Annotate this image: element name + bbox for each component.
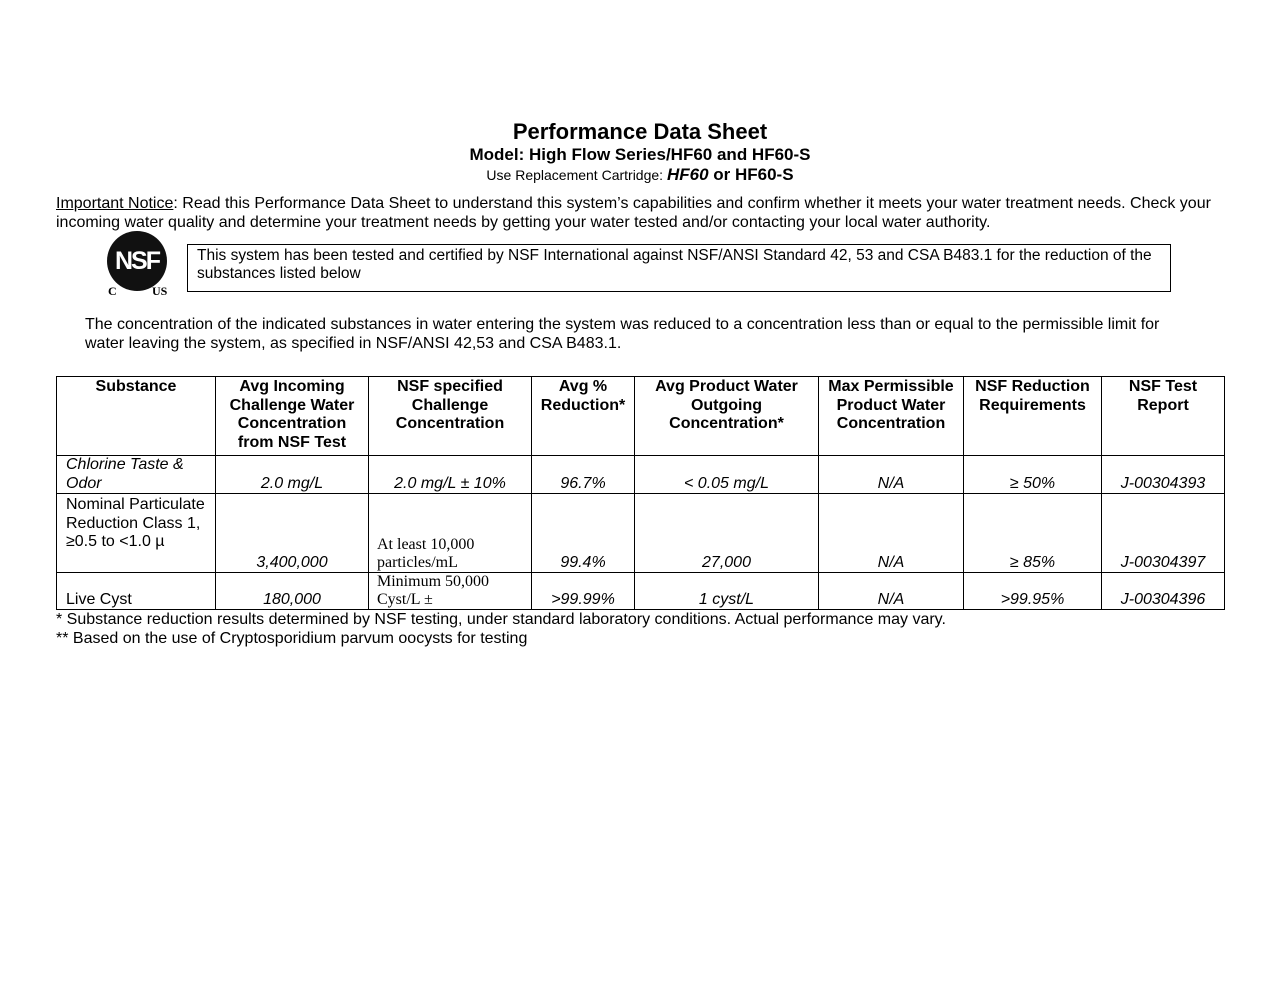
table-cell: 1 cyst/L bbox=[635, 573, 819, 610]
table-cell: 2.0 mg/L ± 10% bbox=[369, 456, 532, 494]
table-cell: J-00304397 bbox=[1102, 494, 1225, 573]
replacement-cartridge-line bbox=[0, 165, 1280, 185]
table-cell: 180,000 bbox=[216, 573, 369, 610]
table-cell: ≥ 50% bbox=[964, 456, 1102, 494]
nsf-mark-icon: NSF bbox=[107, 231, 167, 291]
table-cell: 99.4% bbox=[532, 494, 635, 573]
column-header: NSF Reduction Requirements bbox=[964, 377, 1102, 456]
important-notice-label: Important Notice bbox=[56, 195, 174, 212]
table-cell-substance: Chlorine Taste & Odor bbox=[57, 456, 216, 494]
table-cell: 27,000 bbox=[635, 494, 819, 573]
column-header: Avg % Reduction* bbox=[532, 377, 635, 456]
table-cell: At least 10,000 particles/mL bbox=[369, 494, 532, 573]
footnotes bbox=[56, 610, 1236, 648]
table-row bbox=[57, 494, 1225, 573]
table-cell: 3,400,000 bbox=[216, 494, 369, 573]
table-cell: < 0.05 mg/L bbox=[635, 456, 819, 494]
cartridge-prefix: Use Replacement Cartridge: bbox=[486, 167, 667, 183]
important-notice bbox=[56, 195, 1236, 232]
concentration-statement: The concentration of the indicated substances in water entering the system was reduced to a concentration less than or equal to the permissible limit for water leaving the system, as specified in NSF/ANSI 42,53 and CSA B483.1. bbox=[85, 316, 1160, 352]
nsf-c-label: C bbox=[108, 284, 117, 298]
footnote: * Substance reduction results determined by NSF testing, under standard laboratory conditions. Actual performance may vary. bbox=[56, 611, 946, 628]
certification-statement: This system has been tested and certified by NSF International against NSF/ANSI Standard 42, 53 and CSA B483.1 for the reduction of the substances listed below bbox=[187, 244, 1171, 292]
nsf-certification-logo bbox=[106, 231, 168, 301]
table-cell-substance: Nominal Particulate Reduction Class 1, ≥0.5 to <1.0 µ bbox=[57, 494, 216, 573]
table-cell: J-00304393 bbox=[1102, 456, 1225, 494]
column-header: NSF specified Challenge Concentration bbox=[369, 377, 532, 456]
table-header-row bbox=[57, 377, 1225, 456]
table-cell: >99.95% bbox=[964, 573, 1102, 610]
nsf-us-label: US bbox=[152, 284, 168, 298]
cartridge-hf60-s: HF60-S bbox=[734, 165, 794, 184]
page-title: Performance Data Sheet bbox=[512, 119, 768, 144]
table-cell: 96.7% bbox=[532, 456, 635, 494]
model-line: Model: High Flow Series/HF60 and HF60-S bbox=[469, 145, 811, 164]
footnote: ** Based on the use of Cryptosporidium parvum oocysts for testing bbox=[56, 630, 528, 647]
cartridge-hf60: HF60 bbox=[666, 165, 709, 184]
table-row bbox=[57, 456, 1225, 494]
table-cell: N/A bbox=[819, 573, 964, 610]
column-header: Substance bbox=[57, 377, 216, 456]
table-cell: >99.99% bbox=[532, 573, 635, 610]
column-header: Max Permissible Product Water Concentration bbox=[819, 377, 964, 456]
table-cell-substance: Live Cyst bbox=[57, 573, 216, 610]
table-row bbox=[57, 573, 1225, 610]
column-header: NSF Test Report bbox=[1102, 377, 1225, 456]
column-header: Avg Incoming Challenge Water Concentration from NSF Test bbox=[216, 377, 369, 456]
table-cell: N/A bbox=[819, 456, 964, 494]
table-cell: Minimum 50,000 Cyst/L ± bbox=[369, 573, 532, 610]
table-cell: ≥ 85% bbox=[964, 494, 1102, 573]
table-cell: N/A bbox=[819, 494, 964, 573]
table-cell: 2.0 mg/L bbox=[216, 456, 369, 494]
important-notice-text: : Read this Performance Data Sheet to understand this system’s capabilities and confirm whether it meets your water treatment needs. Check your incoming water quality and determine your treatment needs by getting your water tested and/or contacting your local water authority. bbox=[56, 195, 1211, 231]
performance-table bbox=[56, 376, 1225, 610]
cartridge-or: or bbox=[708, 165, 735, 184]
table-cell: J-00304396 bbox=[1102, 573, 1225, 610]
column-header: Avg Product Water Outgoing Concentration* bbox=[635, 377, 819, 456]
